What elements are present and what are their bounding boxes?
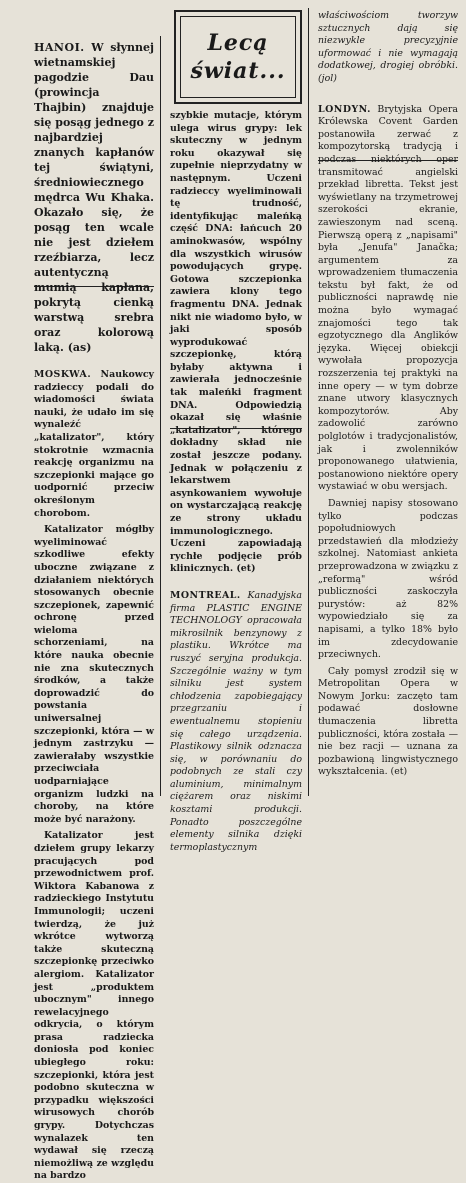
moskwa-article-p3: Katalizator jest dziełem grupy lekarzy pracujących pod przewodnictwem prof. Wiktora Kabanowa z radzieckiego Instytutu Immunologii; uczeni twierdzą, że już wkrótce wytworzą także skuteczną szczepionkę przeciwko alergiom. Katalizator jest „produktem ubocznym" innego rewelacyjnego odkrycia, o którym prasa radziecka doniosła pod koniec ubiegłego roku: szczepionki, która jest podobno skuteczna w przypadku większości wirusowych chorób grypy. Dotychczas wynalazek ten wydawał się rzeczą niemożliwą ze względu na bardzo [34, 830, 154, 1182]
moskwa-continuation: szybkie mutacje, którym ulega wirus grypy: lek skuteczny w jednym roku okazywał się zupełnie nieprzydatny w następnym. Uczeni radzieccy wyeliminowali tę trudność, identyfikując maleńką część DNA: łańcuch 20 aminokwasów, wspólny dla wszystkich wirusów powodujących grypę. Gotowa szczepionka zawiera klony tego fragmentu DNA. Jednak nikt nie wiadomo było, w jaki sposób wyprodukować szczepionkę, którą byłaby aktywna i zawierała jednocześnie tak maleńki fragment DNA. Odpowiedzią okazał się właśnie „katalizator", którego dokładny skład nie został jeszcze podany. Jednak w połączeniu z lekarstwem asynkowaniem wywołuje on wystarczającą reakcję ze strony układu immunologicznego. Uczeni zapowiadają rychłe podjęcie prób klinicznych. (et) [170, 110, 302, 575]
headline-box [174, 10, 302, 104]
montreal-article [170, 590, 302, 854]
hanoi-text: W słynnej wietnamskiej pagodzie Dau (prowincja Thajbin) znajduje się posąg jednego z najbardziej znanych kapłanów tej świątyni, średniowiecznego mędrca Wu Khaka. Okazało się, że posąg ten wcale nie jest dziełem rzeźbiarza, lecz autentyczną mumią kapłana, pokrytą cienką warstwą srebra oraz kolorową laką. (as) [34, 41, 154, 354]
londyn-article-p2: Dawniej napisy stosowano tylko podczas popołudniowych przedstawień dla młodzieży szkolnej. Natomiast ankieta przeprowadzona w związku z „reformą" wśród publiczności zaskoczyła purystów: aż 82% wypowiedziało się za napisami, a tylko 18% było im zdecydowanie przeciwnych. [318, 497, 458, 661]
londyn-article-p1 [318, 104, 458, 494]
moskwa-article-p1 [34, 369, 154, 520]
column-rule-left [160, 36, 161, 796]
londyn-article-p3: Cały pomysł zrodził się w Metropolitan Opera w Nowym Jorku: zaczęto tam podawać dosłowne tłumaczenia libretta publiczności, która została — nie bez racji — uznana za pozbawioną lingwistycznego wykształcenia. (et) [318, 665, 458, 778]
column-2 [170, 110, 302, 853]
headline-line-1: Lecą [207, 30, 269, 56]
montreal-text: Kanadyjska firma PLASTIC ENGINE TECHNOLOGY opracowała mikrosilnik benzynowy z plastiku. Wkrótce ma ruszyć seryjna produkcja. Szczególnie ważny w tym silniku jest system chłodzenia zapobiegający przegrzaniu i ewentualnemu stopieniu się całego urządzenia. Plastikowy silnik odznacza się, w porównaniu do podobnych ze stali czy aluminium, minimalnym ciężarem oraz niskimi kosztami produkcji. Ponadto poszczególne elementy silnika dzięki termoplastycznym [170, 589, 302, 853]
londyn-text-1: Brytyjska Opera Królewska Covent Garden postanowiła zerwać z kompozytorską tradycją i podczas niektórych oper transmitować angielski przekład libretta. Tekst jest wyświetlany na trzymetrowej szerokości ekranie, zawieszonym nad sceną. Pierwszą operą z „napisami" była „Jenufa" Janačka; argumentem za wprowadzeniem tłumaczenia tekstu był fakt, że od publiczności naprawdę nie można było wymagać znajomości tego tak egzotycznego dla Anglików języka. Więcej obiekcji wywołała propozycja rozszerzenia tej praktyki na inne opery — w tym dobrze znane utwory klasycznych kompozytorów. Aby zadowolić zarówno polglotów i tradycjonalistów, jak i zwolenników proponowanego ułatwienia, postanowiono niektóre opery wystawiać w obu wersjach. [318, 103, 458, 493]
headline-line-2: świat... [190, 58, 286, 84]
londyn-dateline: LONDYN. [318, 103, 371, 115]
montreal-continuation: właściwościom tworzyw sztucznych dają się niezwykle precyzyjnie uformować i nie wymagają dodatkowej, drogiej obróbki. (jol) [318, 10, 458, 84]
column-3 [318, 10, 458, 796]
moskwa-dateline: MOSKWA. [34, 369, 92, 380]
hanoi-dateline: HANOI. [34, 41, 85, 54]
moskwa-text-1: Naukowcy radzieccy podali do wiadomości świata nauki, że udało im się wynaleźć „katalizator", który stokrotnie wzmacnia reakcję organizmu na szczepionki mające go uodpornić przeciw określonym chorobom. [34, 369, 154, 519]
montreal-dateline: MONTREAL. [170, 589, 241, 601]
column-1 [34, 40, 154, 1182]
headline-inner-frame [180, 16, 296, 98]
hanoi-article [34, 40, 154, 355]
column-rule-right [308, 8, 309, 796]
moskwa-article-p2: Katalizator mógłby wyeliminować szkodliwe efekty uboczne związane z działaniem niektórych stosowanych obecnie szczepionek, zapewnić ochronę przed wieloma schorzeniami, na które nauka obecnie nie zna skutecznych środków, a także doprowadzić do powstania uniwersalnej szczepionki, która — w jednym zastrzyku — zawierałaby wszystkie przeciwciała uodparniające organizm ludzki na choroby, na które może być narażony. [34, 524, 154, 825]
